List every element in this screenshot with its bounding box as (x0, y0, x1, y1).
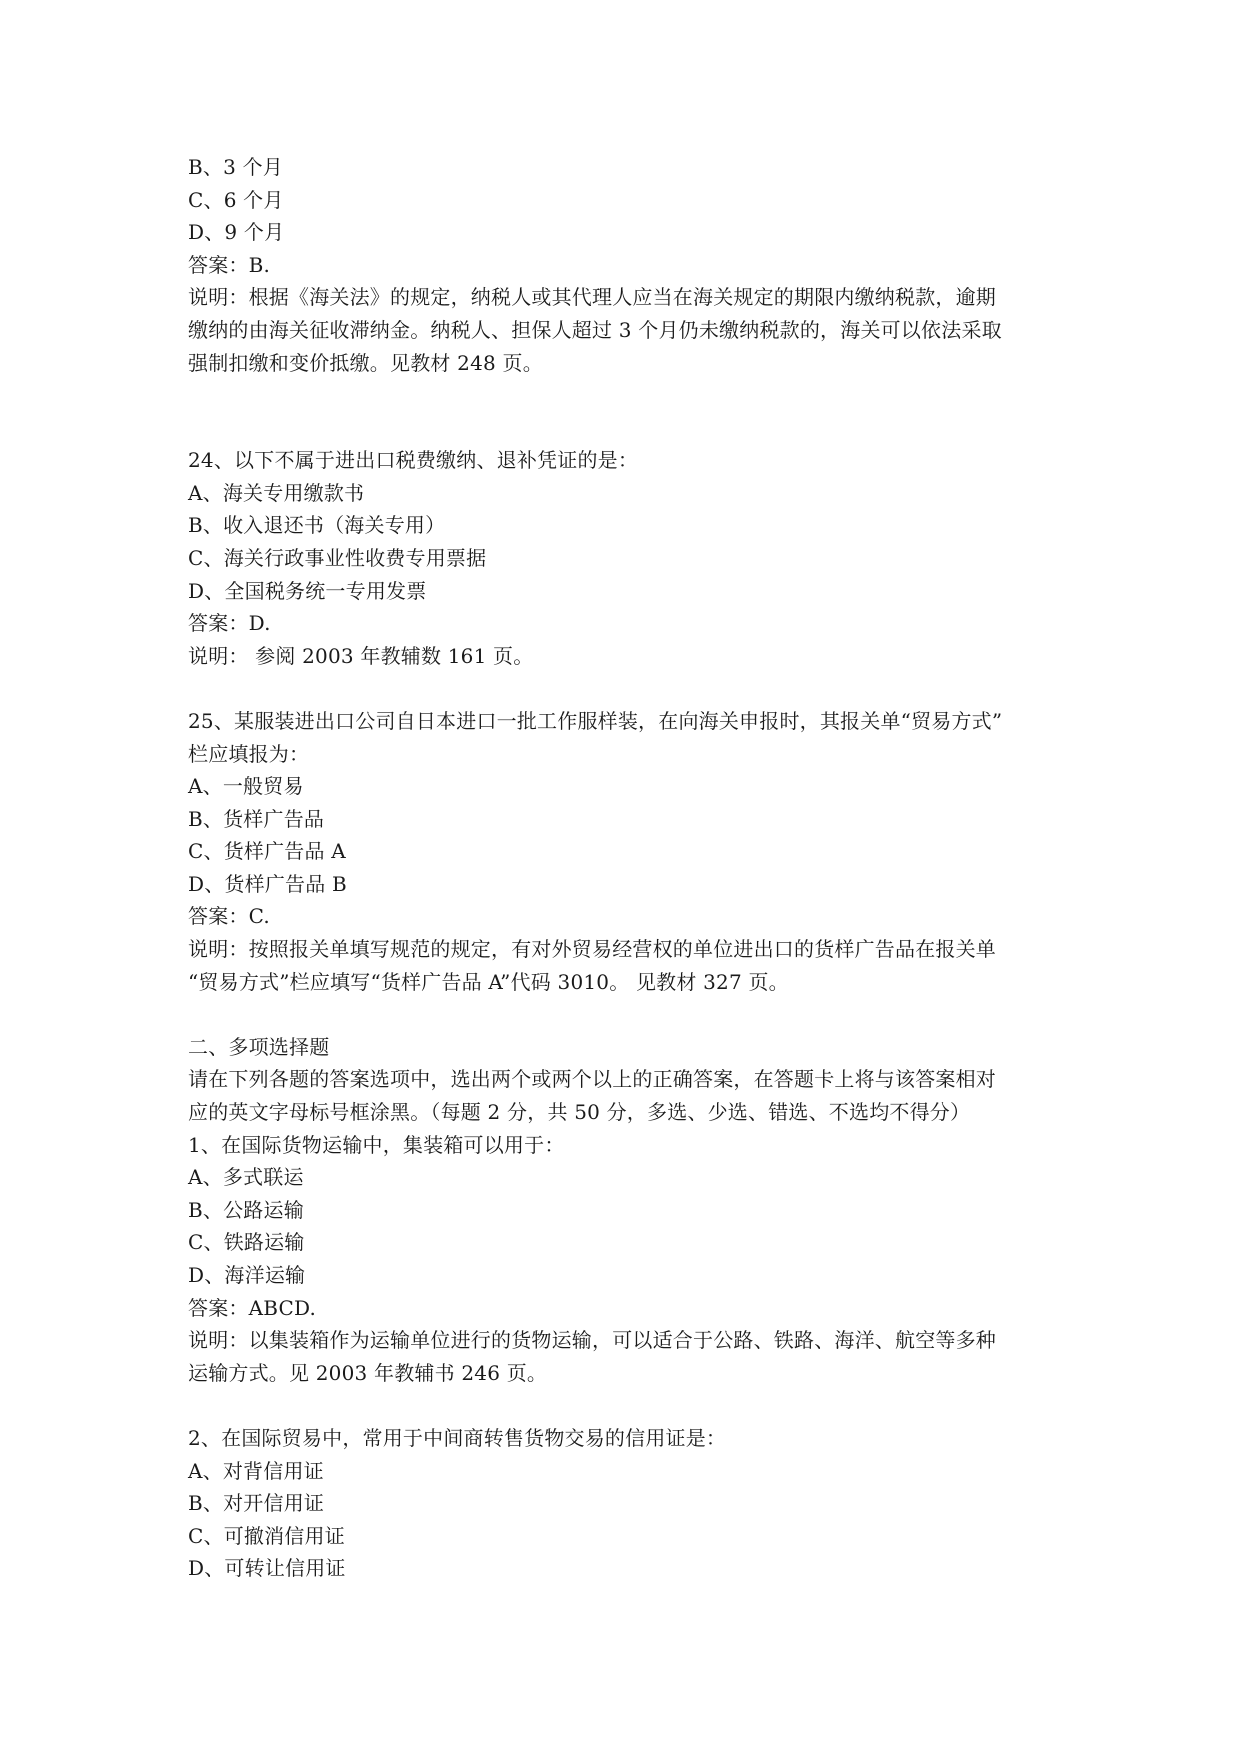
question-line: 栏应填报为： (188, 741, 310, 766)
option-b: B、公路运输 (188, 1197, 304, 1222)
option-a: A、多式联运 (188, 1165, 304, 1190)
question-23-explanation (188, 281, 1060, 379)
question-23-answer: 答案：B. (188, 252, 271, 277)
multi-question-1-explanation (188, 1324, 1060, 1389)
explanation-line: “贸易方式”栏应填写“货样广告品 A”代码 3010。 见教材 327 页。 (188, 969, 789, 994)
option-d: D、货样广告品 B (188, 871, 347, 896)
multi-question-1-options (188, 1161, 1060, 1291)
spacer (188, 998, 1060, 1031)
option-a: A、对背信用证 (188, 1458, 324, 1483)
instruction-line: 应的英文字母标号框涂黑。（每题 2 分，共 50 分，多选、少选、错选、不选均不得分） (188, 1100, 971, 1125)
question-25-answer: 答案：C. (188, 904, 270, 929)
question-24-text: 24、以下不属于进出口税费缴纳、退补凭证的是： (188, 448, 639, 473)
section-2-title: 二、多项选择题 (188, 1034, 330, 1059)
section-2-instructions (188, 1063, 1060, 1128)
explanation-line: 说明：按照报关单填写规范的规定，有对外贸易经营权的单位进出口的货样广告品在报关单 (188, 937, 996, 962)
explanation-line: 说明：以集装箱作为运输单位进行的货物运输，可以适合于公路、铁路、海洋、航空等多种 (188, 1328, 996, 1353)
question-24-answer: 答案：D. (188, 611, 271, 636)
option-d: D、海洋运输 (188, 1263, 306, 1287)
question-24-options (188, 477, 1060, 607)
question-25-explanation (188, 933, 1060, 998)
document-body (188, 151, 1060, 1585)
option-a: A、海关专用缴款书 (188, 480, 365, 505)
spacer (188, 1389, 1060, 1422)
question-25-text (188, 705, 1060, 770)
option-c: C、海关行政事业性收费专用票据 (188, 545, 487, 570)
option-d: D、9 个月 (188, 220, 285, 245)
question-23-options (188, 151, 1060, 249)
spacer (188, 672, 1060, 705)
explanation-line: 说明：根据《海关法》的规定，纳税人或其代理人应当在海关规定的期限内缴纳税款，逾期 (188, 285, 996, 310)
option-b: B、货样广告品 (188, 806, 325, 831)
option-c: C、铁路运输 (188, 1230, 305, 1255)
option-b: B、3 个月 (188, 155, 283, 179)
multi-question-2-text: 2、在国际贸易中，常用于中间商转售货物交易的信用证是： (188, 1425, 727, 1450)
option-c: C、货样广告品 A (188, 839, 346, 864)
question-24-explanation: 说明： 参阅 2003 年教辅数 161 页。 (188, 643, 534, 668)
option-d: D、可转让信用证 (188, 1556, 346, 1581)
instruction-line: 请在下列各题的答案选项中，选出两个或两个以上的正确答案，在答题卡上将与该答案相对 (188, 1067, 996, 1092)
explanation-line: 强制扣缴和变价抵缴。见教材 248 页。 (188, 350, 543, 375)
multi-question-1-text: 1、在国际货物运输中，集装箱可以用于： (188, 1132, 565, 1157)
option-c: C、可撤消信用证 (188, 1523, 345, 1548)
explanation-line: 运输方式。见 2003 年教辅书 246 页。 (188, 1360, 548, 1385)
question-line: 25、某服装进出口公司自日本进口一批工作服样装，在向海关申报时，其报关单“贸易方式” (188, 708, 1003, 733)
option-d: D、全国税务统一专用发票 (188, 578, 427, 603)
explanation-line: 缴纳的由海关征收滞纳金。纳税人、担保人超过 3 个月仍未缴纳税款的，海关可以依法采取 (188, 317, 1002, 342)
option-b: B、收入退还书（海关专用） (188, 513, 446, 538)
multi-question-1-answer: 答案：ABCD. (188, 1295, 317, 1320)
spacer (188, 379, 1060, 444)
multi-question-2-options (188, 1455, 1060, 1585)
question-25-options (188, 770, 1060, 900)
option-b: B、对开信用证 (188, 1491, 325, 1516)
option-a: A、一般贸易 (188, 774, 304, 799)
option-c: C、6 个月 (188, 187, 284, 212)
